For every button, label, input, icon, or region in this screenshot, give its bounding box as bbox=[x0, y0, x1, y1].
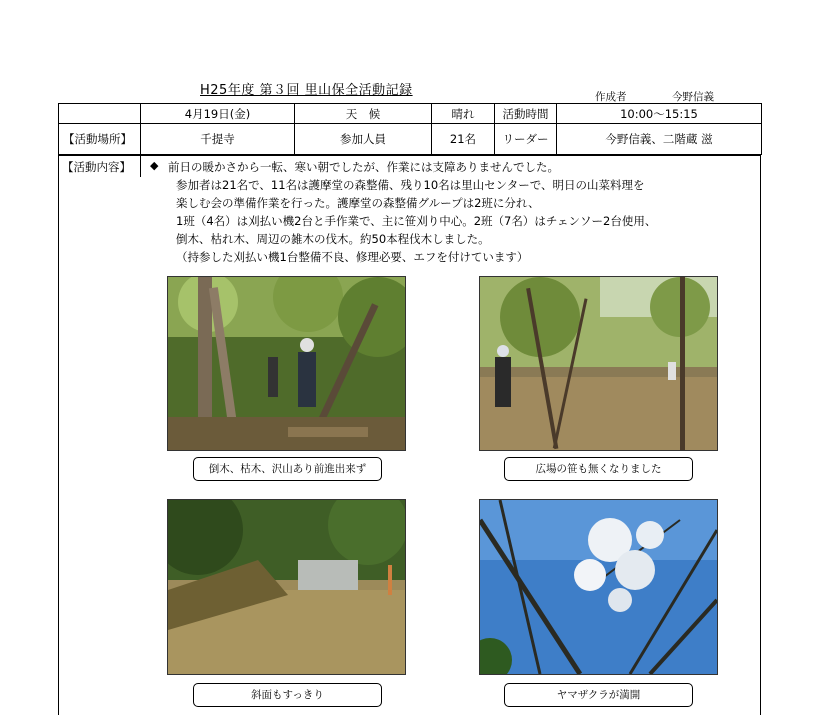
record-row-date bbox=[59, 104, 762, 124]
photo-caption: 広場の笹も無くなりました bbox=[504, 457, 693, 481]
photo-caption: 倒木、枯木、沢山あり前進出来ず bbox=[193, 457, 382, 481]
leader-value: 今野信義、二階蔵 滋 bbox=[557, 124, 762, 155]
author-name: 今野信義 bbox=[672, 91, 714, 103]
photo-clearing bbox=[479, 276, 718, 451]
content-line: 倒木、枯れ木、周辺の雑木の伐木。約50本程伐木しました。 bbox=[176, 232, 490, 246]
page-title: H25年度 第３回 里山保全活動記録 bbox=[200, 83, 413, 98]
empty-cell bbox=[59, 104, 141, 124]
content-line: 1班（4名）は刈払い機2台と手作業で、主に笹刈り中心。2班（7名）はチェンソー2台使用、 bbox=[176, 214, 657, 228]
weather-value: 晴れ bbox=[432, 104, 495, 124]
content-line: 参加者は21名で、11名は護摩堂の森整備、残り10名は里山センターで、明日の山菜料理を bbox=[176, 178, 645, 192]
photo-caption: 斜面もすっきり bbox=[193, 683, 382, 707]
content-line: 楽しむ会の準備作業を行った。護摩堂の森整備グループは2班に分れ、 bbox=[176, 196, 540, 210]
place-label: 【活動場所】 bbox=[59, 124, 141, 155]
divider bbox=[140, 155, 141, 177]
place-value: 千提寺 bbox=[141, 124, 295, 155]
leader-label: リーダー bbox=[495, 124, 557, 155]
content-line: 前日の暖かさから一転、寒い朝でしたが、作業には支障ありませんでした。 bbox=[168, 160, 559, 174]
time-value: 10:00～15:15 bbox=[557, 104, 762, 124]
photo-cherry bbox=[479, 499, 718, 675]
weather-label: 天 候 bbox=[295, 104, 432, 124]
photo-caption: ヤマザクラが満開 bbox=[504, 683, 693, 707]
people-value: 21名 bbox=[432, 124, 495, 155]
record-table bbox=[58, 103, 762, 155]
record-row-place bbox=[59, 124, 762, 155]
people-label: 参加人員 bbox=[295, 124, 432, 155]
author-label: 作成者 bbox=[595, 91, 627, 103]
photo-fallen-trees bbox=[167, 276, 406, 451]
bullet-icon: ◆ bbox=[150, 159, 159, 172]
content-label: 【活動内容】 bbox=[62, 160, 131, 174]
date-cell: 4月19日(金) bbox=[141, 104, 295, 124]
content-line: （持参した刈払い機1台整備不良、修理必要、エフを付けています） bbox=[176, 250, 529, 264]
photo-slope bbox=[167, 499, 406, 675]
time-label: 活動時間 bbox=[495, 104, 557, 124]
